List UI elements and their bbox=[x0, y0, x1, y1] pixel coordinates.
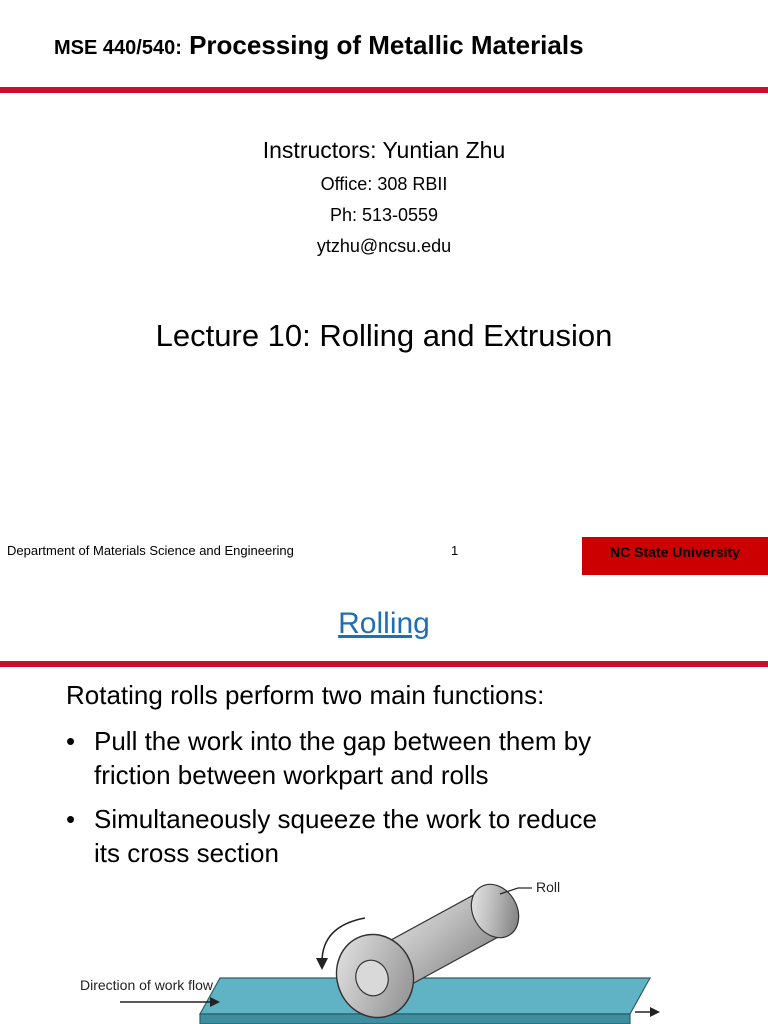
email-line: ytzhu@ncsu.edu bbox=[316, 236, 452, 256]
bullet-line: friction between workpart and rolls bbox=[94, 760, 489, 790]
course-code: MSE 440/540: bbox=[54, 37, 182, 59]
rotation-arrowhead-icon bbox=[316, 958, 328, 970]
exit-arrowhead-icon bbox=[650, 1007, 660, 1017]
rolling-diagram bbox=[60, 866, 700, 1024]
footer-department: Department of Materials Science and Engineering bbox=[7, 543, 294, 558]
bullet-marker: • bbox=[66, 804, 76, 834]
phone-line: Ph: 513-0559 bbox=[329, 205, 439, 225]
bullet-line: Simultaneously squeeze the work to reduce bbox=[94, 804, 597, 834]
slide2-divider bbox=[0, 661, 768, 667]
bullet-line: Pull the work into the gap between them by bbox=[94, 726, 592, 756]
work-front-face bbox=[200, 1014, 630, 1024]
bullet-marker: • bbox=[66, 726, 76, 756]
header-divider bbox=[0, 87, 768, 93]
footer-page-number: 1 bbox=[451, 543, 459, 558]
work-flow-label: Direction of work flow bbox=[80, 977, 214, 993]
intro-text: Rotating rolls perform two main functions: bbox=[66, 680, 545, 710]
instructors-line: Instructors: Yuntian Zhu bbox=[262, 137, 506, 163]
lecture-title: Lecture 10: Rolling and Extrusion bbox=[155, 318, 613, 353]
footer-university-badge: NC State University bbox=[582, 537, 768, 575]
office-line: Office: 308 RBII bbox=[320, 174, 448, 194]
work-top-surface bbox=[200, 978, 650, 1014]
course-name: Processing of Metallic Materials bbox=[181, 30, 584, 60]
slide-title-rolling[interactable]: Rolling bbox=[338, 607, 430, 640]
course-title bbox=[54, 30, 584, 61]
roll-label: Roll bbox=[536, 879, 561, 895]
bullet-line: its cross section bbox=[94, 838, 279, 868]
